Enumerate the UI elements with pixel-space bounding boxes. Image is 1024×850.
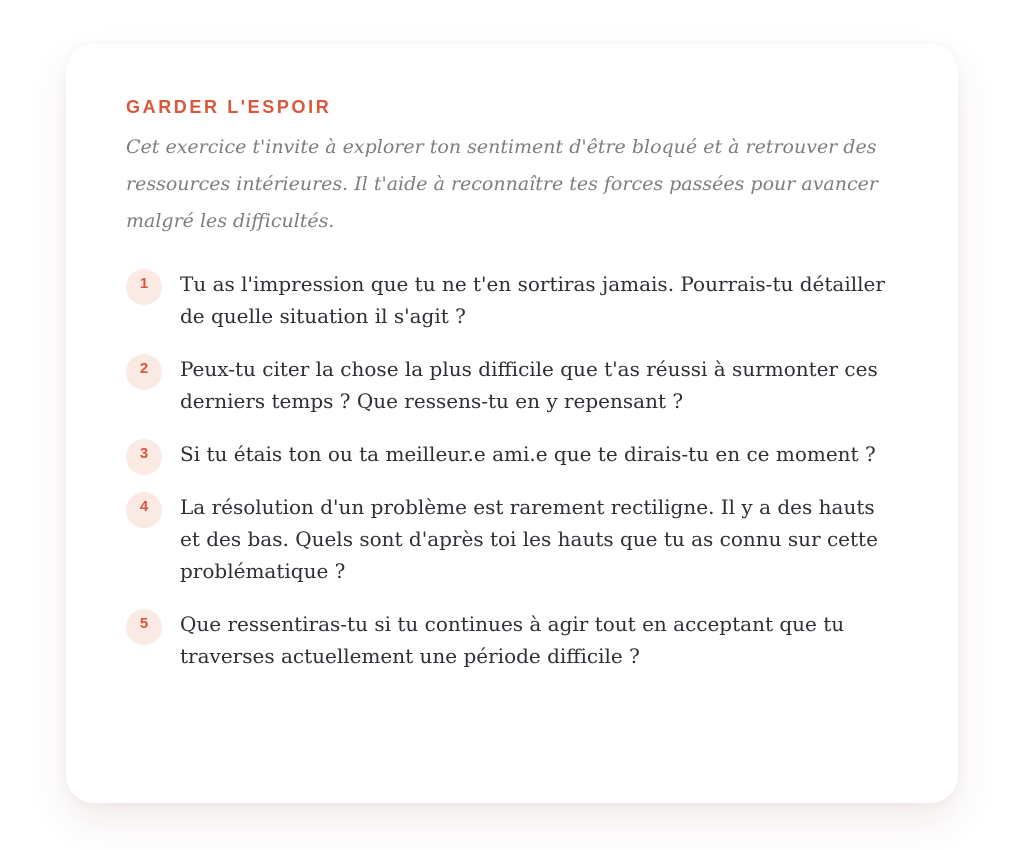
step-text: Que ressentiras-tu si tu continues à agir tout en acceptant que tu traverses actuellement une période difficile ? — [180, 612, 845, 668]
step-item — [126, 491, 898, 587]
step-text: Si tu étais ton ou ta meilleur.e ami.e que te dirais-tu en ce moment ? — [180, 442, 876, 466]
step-number-badge: 5 — [126, 609, 162, 645]
step-item — [126, 438, 898, 470]
steps-list — [126, 268, 898, 672]
step-number-badge: 1 — [126, 269, 162, 305]
card-title: GARDER L'ESPOIR — [126, 97, 332, 117]
step-number-badge: 2 — [126, 354, 162, 390]
step-item — [126, 268, 898, 332]
step-text: Tu as l'impression que tu ne t'en sortiras jamais. Pourrais-tu détailler de quelle situation il s'agit ? — [180, 272, 885, 328]
step-number-badge: 4 — [126, 492, 162, 528]
exercise-card — [66, 44, 958, 803]
step-item — [126, 608, 898, 672]
step-text: Peux-tu citer la chose la plus difficile que t'as réussi à surmonter ces derniers temps ? Que ressens-tu en y repensant ? — [180, 357, 878, 413]
step-number-badge: 3 — [126, 439, 162, 475]
card-intro: Cet exercice t'invite à explorer ton sentiment d'être bloqué et à retrouver des ressources intérieures. Il t'aide à reconnaître tes forces passées pour avancer malgré les difficultés. — [126, 136, 878, 232]
step-text: La résolution d'un problème est rarement rectiligne. Il y a des hauts et des bas. Quels sont d'après toi les hauts que tu as connu sur cette problématique ? — [180, 495, 878, 583]
step-item — [126, 353, 898, 417]
